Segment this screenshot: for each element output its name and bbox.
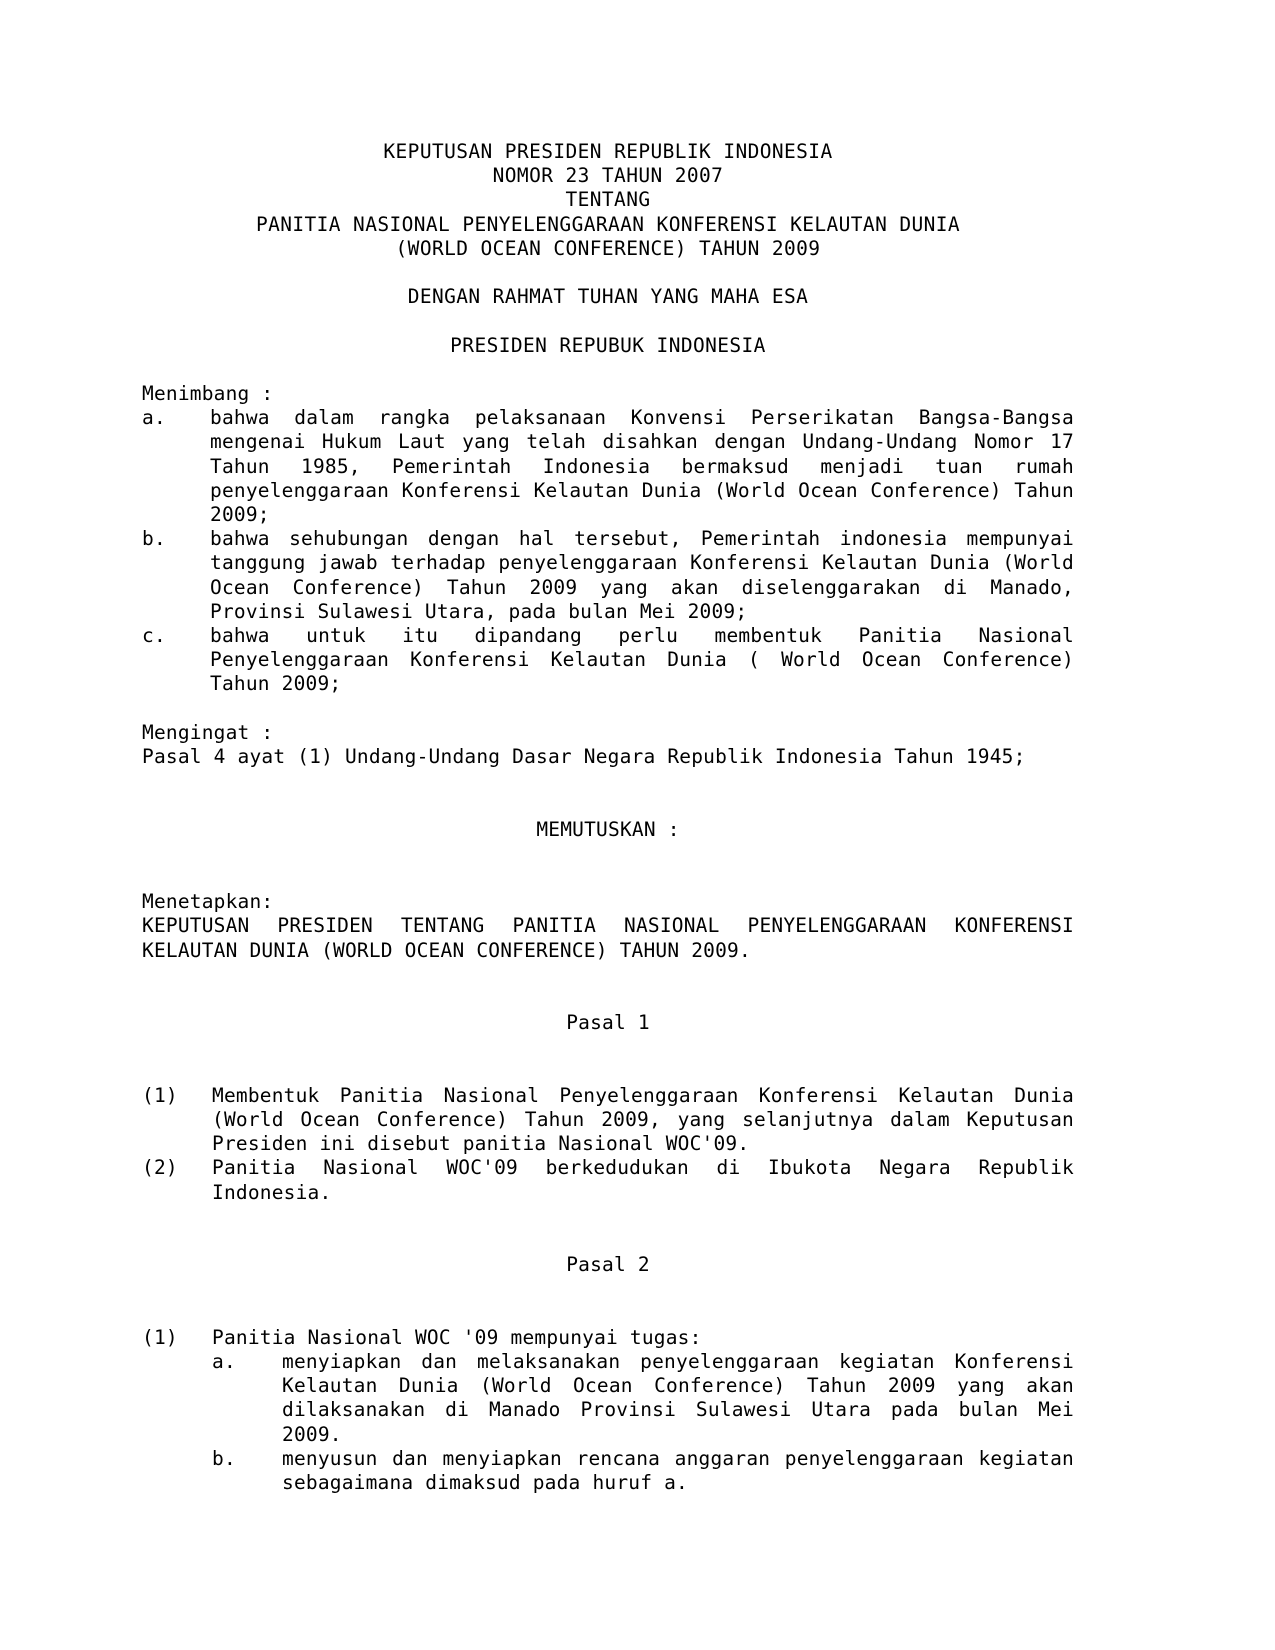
spacer [142, 1302, 1074, 1326]
pasal-1-marker-1: (1) [142, 1083, 178, 1107]
pasal-1-marker-2: (2) [142, 1156, 178, 1180]
pasal-2-sub-text-b: menyusun dan menyiapkan rencana anggaran penyelenggaraan kegiatan sebagaimana dimaksud pada huruf a. [282, 1446, 1074, 1494]
spacer [142, 793, 1074, 817]
menimbang-text-b: bahwa sehubungan dengan hal tersebut, Pemerintah indonesia mempunyai tanggung jawab terhadap penyelenggaraan Konferensi Kelautan Dunia (World Ocean Conference) Tahun 2009 yang akan diselenggarakan di Manado, Provinsi Sulawesi Utara, pada bulan Mei 2009; [210, 527, 1074, 623]
spacer [142, 697, 1074, 721]
spacer [142, 842, 1074, 866]
menimbang-text-c: bahwa untuk itu dipandang perlu membentuk Panitia Nasional Penyelenggaraan Konferensi Kelautan Dunia ( World Ocean Conference) Tahun 2009; [210, 624, 1074, 696]
menetapkan-heading: Menetapkan: [142, 890, 274, 914]
pasal-2-subitem-a [212, 1350, 1074, 1447]
spacer [142, 1205, 1074, 1229]
pasal-2-sub-marker-a: a. [212, 1349, 236, 1373]
menimbang-item-b [142, 527, 1074, 624]
mengingat-text: Pasal 4 ayat (1) Undang-Undang Dasar Negara Republik Indonesia Tahun 1945; [142, 745, 1026, 769]
doc-title-line-3: TENTANG [565, 188, 651, 212]
pasal-1-item-1 [142, 1084, 1074, 1157]
menimbang-marker-c: c. [142, 624, 166, 648]
pasal-1-heading: Pasal 1 [566, 1011, 650, 1035]
menimbang-heading: Menimbang : [142, 381, 274, 405]
spacer [142, 1277, 1074, 1301]
pasal-2-marker-1: (1) [142, 1325, 178, 1349]
menimbang-text-a: bahwa dalam rangka pelaksanaan Konvensi Perserikatan Bangsa-Bangsa mengenai Hukum Laut yang telah disahkan dengan Undang-Undang Nomor 17 Tahun 1985, Pemerintah Indonesia bermaksud menjadi tuan rumah penyelenggaraan Konferensi Kelautan Dunia (World Ocean Conference) Tahun 2009; [210, 406, 1074, 526]
spacer [142, 1035, 1074, 1059]
spacer [142, 358, 1074, 382]
pasal-1-item-2 [142, 1156, 1074, 1204]
menetapkan-text: KEPUTUSAN PRESIDEN TENTANG PANITIA NASIONAL PENYELENGGARAAN KONFERENSI KELAUTAN DUNIA (WORLD OCEAN CONFERENCE) TAHUN 2009. [142, 914, 1074, 962]
pasal-2-item-1 [142, 1326, 1074, 1495]
menimbang-item-a [142, 406, 1074, 527]
memutuskan-heading: MEMUTUSKAN : [536, 817, 680, 841]
pasal-2-sub-marker-b: b. [212, 1446, 236, 1470]
mengingat-heading: Mengingat : [142, 720, 274, 744]
pasal-2-subitem-b [212, 1447, 1074, 1495]
doc-title-line-4: PANITIA NASIONAL PENYELENGGARAAN KONFERENSI KELAUTAN DUNIA [255, 212, 961, 236]
doc-title-line-5: (WORLD OCEAN CONFERENCE) TAHUN 2009 [395, 236, 821, 260]
menimbang-marker-a: a. [142, 406, 166, 430]
spacer [142, 309, 1074, 333]
spacer [142, 1060, 1074, 1084]
pasal-2-lead-text: Panitia Nasional WOC '09 mempunyai tugas: [212, 1325, 702, 1349]
spacer [142, 866, 1074, 890]
spacer [142, 1229, 1074, 1253]
doc-title-line-1: KEPUTUSAN PRESIDEN REPUBLIK INDONESIA [383, 140, 833, 163]
spacer [142, 963, 1074, 987]
pasal-2-heading: Pasal 2 [566, 1253, 650, 1277]
pasal-1-text-2: Panitia Nasional WOC'09 berkedudukan di Ibukota Negara Republik Indonesia. [212, 1156, 1074, 1204]
spacer [142, 261, 1074, 285]
spacer [142, 769, 1074, 793]
pasal-1-text-1: Membentuk Panitia Nasional Penyelenggaraan Konferensi Kelautan Dunia (World Ocean Conference) Tahun 2009, yang selanjutnya dalam Keputusan Presiden ini disebut panitia Nasional WOC'09. [212, 1083, 1074, 1156]
menimbang-marker-b: b. [142, 527, 166, 551]
spacer [142, 987, 1074, 1011]
president-line: PRESIDEN REPUBUK INDONESIA [450, 333, 766, 357]
document-body [142, 140, 1074, 1495]
doc-title-line-2: NOMOR 23 TAHUN 2007 [492, 164, 724, 188]
invocation-line: DENGAN RAHMAT TUHAN YANG MAHA ESA [407, 285, 809, 309]
menimbang-item-c [142, 624, 1074, 697]
pasal-2-sub-text-a: menyiapkan dan melaksanakan penyelenggaraan kegiatan Konferensi Kelautan Dunia (World Ocean Conference) Tahun 2009 yang akan dilaksanakan di Manado Provinsi Sulawesi Utara pada bulan Mei 2009. [282, 1349, 1074, 1446]
